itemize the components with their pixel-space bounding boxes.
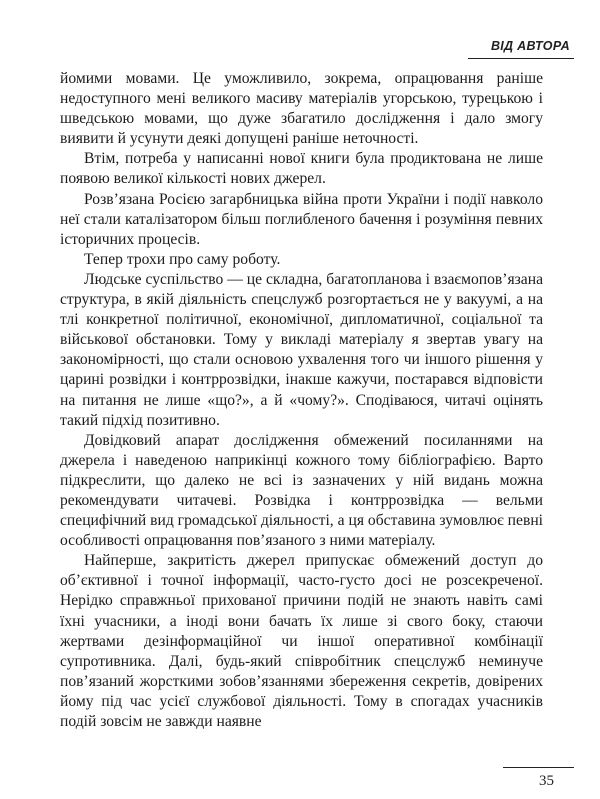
header-rule — [468, 58, 574, 59]
running-header: ВІД АВТОРА — [490, 39, 570, 53]
footer-rule — [503, 767, 574, 768]
paragraph-continued: йомими мовами. Це уможливило, зокрема, опрацювання раніше недоступного мені великого масиву матеріалів угорською, турецькою і шведською мовами, що дуже збагатило дослідження і дало змогу виявити й усунути деякі допущені раніше неточності. — [60, 70, 543, 148]
paragraph: Довідковий апарат дослідження обмежений посиланнями на джерела і наведеною наприкінці кожного тому бібліографією. Варто підкреслити, що далеко не всі із зазначених у ній видань можна рекомендувати читачеві. Розвідка і контррозвідка — вельми специфічний вид громадської діяльності, а ця обставина зумовлює певні особливості опрацювання пов’язаного з ними матеріалу. — [60, 431, 543, 550]
paragraph: Тепер трохи про саму роботу. — [84, 250, 281, 268]
paragraph: Найперше, закритість джерел припускає обмежений доступ до об’єктивної і точної інформації, часто-густо досі не розсекреченої. Нерідко справжньої прихованої причини подій не знають навіть самі їхні учасники, а іноді вони бачать їх лише зі свого боку, стаючи жертвами дезінформаційної чи іншої оперативної комбінації супротивника. Далі, будь-який співробітник спецслужб неминуче пов’язаний жорсткими зобов’язаннями збереження секретів, довірених йому під час усієї службової діяльності. Тому в спогадах учасників подій зовсім не завжди наявне — [60, 552, 543, 730]
page-body — [60, 69, 543, 732]
paragraph: Розв’язана Росією загарбницька війна проти України і події навколо неї стали каталізатором більш поглибленого бачення і розуміння певних історичних процесів. — [60, 190, 543, 248]
page-number: 35 — [539, 773, 554, 789]
paragraph: Людське суспільство — це складна, багатопланова і взаємопов’язана структура, в якій діяльність спецслужб розгортається не у вакуумі, а на тлі конкретної політичної, економічної, дипломатичної, соціальної та військової обстановки. Тому у викладі матеріалу я звертав увагу на закономірності, що стали основою ухвалення того чи іншого рішення у царині розвідки і контррозвідки, інакше кажучи, постарався відповісти на питання не лише «що?», а й «чому?». Сподіваюся, читачі оцінять такий підхід позитивно. — [60, 270, 543, 429]
paragraph: Втім, потреба у написанні нової книги була продиктована не лише появою великої кількості нових джерел. — [60, 150, 543, 188]
